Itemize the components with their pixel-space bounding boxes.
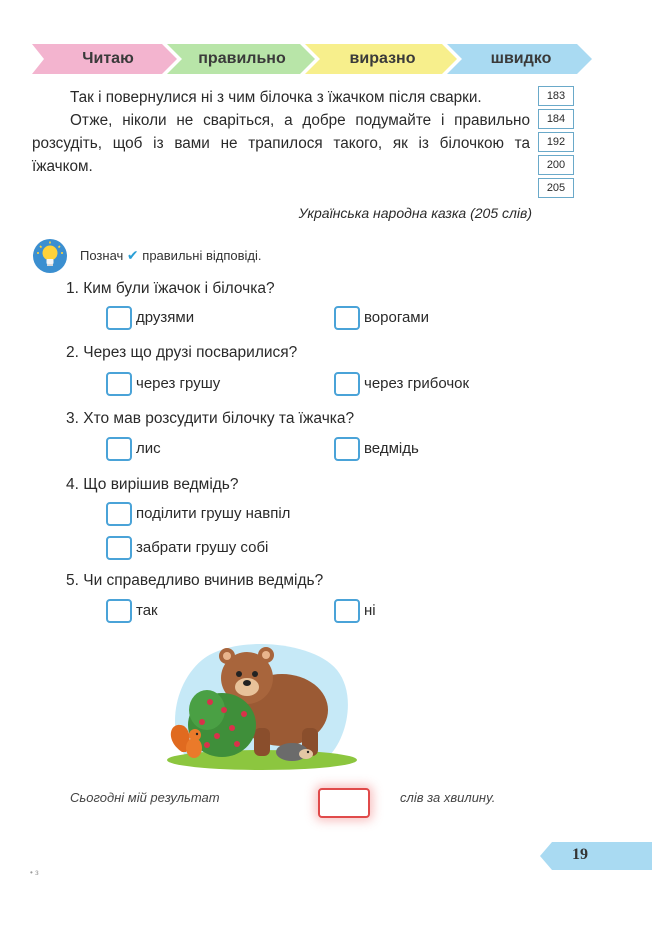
option-label: так: [136, 602, 158, 619]
result-label-after: слів за хвилину.: [400, 790, 496, 805]
option-label: поділити грушу навпіл: [136, 505, 291, 522]
question-3: 3. Хто мав розсудити білочку та їжачка?: [66, 410, 355, 427]
question-4: 4. Що вирішив ведмідь?: [66, 476, 239, 493]
checkbox[interactable]: [106, 372, 132, 396]
option-label: лис: [136, 440, 161, 457]
answer-option[interactable]: [106, 502, 290, 526]
checkbox[interactable]: [106, 502, 132, 526]
banner-label-expressive: виразно: [349, 50, 416, 67]
reading-banner: [32, 44, 592, 74]
option-label: друзями: [136, 309, 195, 326]
banner-label-read: Читаю: [82, 50, 134, 67]
bear-squirrel-hedgehog-illustration: [162, 640, 362, 770]
question-2: 2. Через що друзі посварилися?: [66, 344, 298, 361]
answer-option[interactable]: [106, 306, 194, 330]
footnote-mark: • з: [30, 868, 39, 877]
banner-label-fast: швидко: [490, 50, 552, 67]
word-count-box: 184: [538, 109, 574, 129]
option-label: ворогами: [364, 309, 430, 326]
result-input-box[interactable]: [318, 788, 370, 818]
answer-option[interactable]: [334, 437, 419, 461]
instruction-prefix: Познач: [80, 248, 124, 263]
option-label: через грушу: [136, 375, 221, 392]
word-count-box: 205: [538, 178, 574, 198]
word-count-box: 200: [538, 155, 574, 175]
story-text: [32, 86, 530, 178]
page-number: 19: [572, 846, 588, 863]
option-label: ні: [364, 602, 376, 619]
answer-option[interactable]: [106, 372, 220, 396]
checkbox[interactable]: [106, 599, 132, 623]
banner-label-correct: правильно: [198, 50, 286, 67]
instruction-suffix: правильні відповіді.: [142, 248, 262, 263]
question-5: 5. Чи справедливо вчинив ведмідь?: [66, 572, 324, 589]
answer-option[interactable]: [334, 306, 429, 330]
question-1: 1. Ким були їжачок і білочка?: [66, 280, 275, 297]
story-paragraph: Отже, ніколи не сваріться, а добре подумайте і правильно розсудіть, щоб із вами не трапилося такого, як із білочкою та їжачком.: [32, 112, 530, 175]
word-count-column: [538, 86, 574, 201]
option-label: через грибочок: [364, 375, 470, 392]
option-label: ведмідь: [364, 440, 419, 457]
checkbox[interactable]: [334, 372, 360, 396]
checkbox[interactable]: [106, 306, 132, 330]
checkbox[interactable]: [334, 306, 360, 330]
checkbox[interactable]: [334, 437, 360, 461]
check-mark-icon: ✔: [126, 247, 139, 263]
story-paragraph: Так і повернулися ні з чим білочка з їжачком після сварки.: [70, 89, 482, 106]
answer-option[interactable]: [334, 372, 469, 396]
story-source: Українська народна казка (205 слів): [298, 205, 532, 221]
checkbox[interactable]: [106, 536, 132, 560]
answer-option[interactable]: [106, 599, 158, 623]
checkbox[interactable]: [334, 599, 360, 623]
answer-option[interactable]: [334, 599, 376, 623]
option-label: забрати грушу собі: [136, 539, 269, 556]
word-count-box: 183: [538, 86, 574, 106]
result-label-before: Сьогодні мій результат: [70, 790, 220, 805]
lightbulb-icon: [32, 238, 68, 274]
answer-option[interactable]: [106, 437, 161, 461]
answer-option[interactable]: [106, 536, 268, 560]
checkbox[interactable]: [106, 437, 132, 461]
word-count-box: 192: [538, 132, 574, 152]
instruction-text: [80, 247, 262, 264]
